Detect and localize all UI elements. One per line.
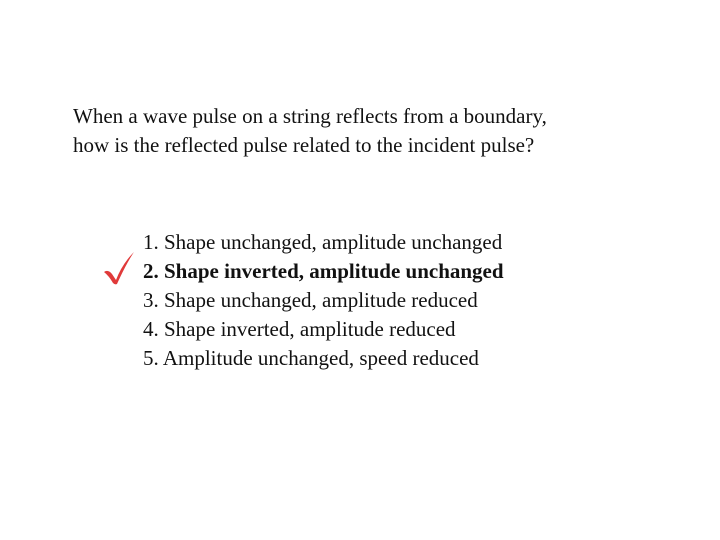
option-2-number: 2. (143, 259, 159, 283)
option-1-number: 1. (143, 230, 159, 254)
check-mark-icon (102, 250, 136, 286)
option-3-number: 3. (143, 288, 159, 312)
question-text (73, 102, 693, 160)
option-1 (143, 228, 504, 257)
question-line-1: When a wave pulse on a string reflects from a boundary, (73, 104, 547, 128)
option-5-text: Amplitude unchanged, speed reduced (162, 346, 479, 370)
option-5-number: 5. (143, 346, 159, 370)
option-2-correct (143, 257, 504, 286)
option-2-text: Shape inverted, amplitude unchanged (164, 259, 504, 283)
answer-options (143, 228, 504, 373)
option-4 (143, 315, 504, 344)
option-3-text: Shape unchanged, amplitude reduced (164, 288, 478, 312)
option-1-text: Shape unchanged, amplitude unchanged (164, 230, 503, 254)
option-4-text: Shape inverted, amplitude reduced (164, 317, 456, 341)
question-line-2: how is the reflected pulse related to the incident pulse? (73, 133, 535, 157)
option-3 (143, 286, 504, 315)
option-4-number: 4. (143, 317, 159, 341)
option-5 (143, 344, 504, 373)
